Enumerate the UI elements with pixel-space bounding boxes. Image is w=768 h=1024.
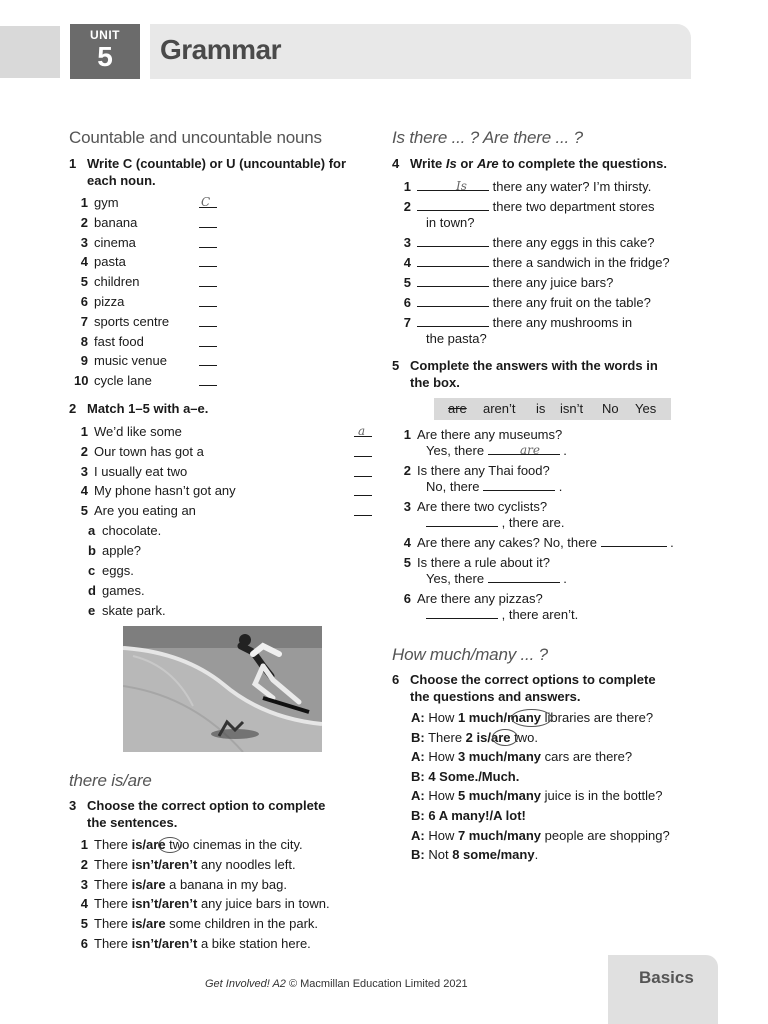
answer-blank[interactable] — [354, 445, 372, 457]
exercise-6-number: 6 — [392, 672, 400, 687]
line-text: Not — [424, 847, 453, 863]
item-number: 5 — [80, 503, 88, 519]
exercise-6-line-2: the questions and answers. — [410, 689, 581, 704]
exercise-2-item — [74, 464, 187, 480]
item-number: 1 — [80, 424, 88, 439]
word-box-item: No — [602, 401, 619, 416]
exercise-4-item — [397, 295, 651, 311]
exercise-5-answer — [426, 571, 567, 587]
skateboard-park-photo — [123, 626, 322, 752]
exercise-2-item — [74, 483, 236, 499]
answer-blank[interactable] — [483, 479, 555, 491]
option-choice[interactable]: is/are — [131, 837, 166, 852]
speaker-label: A: — [411, 788, 425, 804]
item-number: 5 — [403, 275, 411, 290]
option-choice[interactable]: is/are — [131, 876, 166, 892]
line-text: How — [424, 710, 458, 725]
item-number: 1 — [403, 179, 411, 194]
line-text: two. — [510, 729, 538, 745]
exercise-2-example-answer: a — [358, 424, 366, 438]
item-text: there two department stores — [489, 199, 655, 214]
option-text: skate park. — [102, 603, 166, 618]
option-letter: d — [88, 583, 96, 598]
item-text: There — [94, 896, 132, 912]
question-text: Is there a rule about it? — [417, 555, 550, 570]
item-number: 7 — [403, 315, 411, 330]
item-number: 2 — [403, 463, 411, 478]
exercise-2-item — [74, 424, 182, 440]
item-text: There — [94, 916, 132, 932]
exercise-5-answer — [426, 607, 578, 623]
answer-blank[interactable] — [601, 535, 667, 547]
exercise-5-answer — [426, 515, 564, 531]
item-number: 1 — [403, 427, 411, 442]
exercise-5-number: 5 — [392, 358, 400, 373]
unit-label: UNIT — [90, 28, 120, 42]
exercise-6-line — [411, 828, 670, 844]
basics-tab[interactable] — [608, 955, 718, 1024]
item-text: My phone hasn’t got any — [94, 483, 236, 499]
exercise-3-line-1: Choose the correct option to complete — [87, 798, 326, 813]
item-text: gym — [94, 195, 119, 210]
item-number: 2 — [80, 443, 88, 459]
item-text: any juice bars in town. — [197, 896, 330, 912]
exercise-5-question — [397, 499, 547, 515]
option-choice[interactable]: isn’t/aren’t — [131, 896, 198, 912]
answer-blank[interactable] — [199, 354, 217, 366]
page-edge-tab — [0, 26, 60, 78]
option-choice[interactable]: 7 much/many — [457, 827, 542, 843]
exercise-1-item — [74, 274, 140, 290]
item-text: I usually eat two — [94, 463, 188, 479]
speaker-label: B: — [411, 768, 425, 784]
item-number: 6 — [403, 295, 411, 310]
answer-blank[interactable] — [417, 295, 489, 307]
item-number: 5 — [80, 916, 88, 932]
exercise-2-title: Match 1–5 with a–e. — [87, 401, 209, 416]
answer-circle-ex6-2 — [492, 729, 518, 746]
title-bar — [150, 24, 691, 79]
item-text: sports centre — [94, 313, 170, 329]
exercise-6-line — [411, 788, 662, 804]
question-text: Are there any cakes? No, there — [417, 535, 601, 550]
item-number: 4 — [80, 254, 88, 270]
exercise-3-item — [74, 877, 287, 893]
line-text: How — [424, 827, 458, 843]
exercise-3-item — [74, 857, 296, 873]
exercise-5-question — [397, 427, 562, 443]
exercise-3-number: 3 — [69, 798, 77, 813]
answer-blank[interactable] — [199, 374, 217, 386]
exercise-1-item — [74, 353, 167, 369]
option-letter: c — [88, 563, 96, 578]
answer-blank[interactable] — [354, 504, 372, 516]
exercise-5-question — [397, 555, 550, 571]
item-number: 9 — [80, 353, 88, 369]
line-text: cars are there? — [541, 749, 633, 765]
exercise-6-line — [411, 730, 538, 746]
exercise-6-line — [411, 808, 526, 824]
exercise-1-item — [74, 235, 136, 251]
option-choice[interactable]: 3 much/many — [457, 749, 542, 765]
item-number: 4 — [403, 535, 411, 550]
item-number: 3 — [80, 463, 88, 479]
option-text: games. — [102, 583, 145, 598]
item-text: Are you eating an — [94, 503, 196, 519]
exercise-5-answer — [426, 479, 562, 495]
exercise-1-line-2: each noun. — [87, 173, 156, 188]
question-text: Are there any pizzas? — [417, 591, 543, 606]
option-letter: b — [88, 543, 96, 558]
exercise-4-item — [397, 275, 613, 291]
exercise-4-item — [397, 315, 632, 331]
item-text: there any mushrooms in — [489, 315, 633, 330]
item-text: a banana in my bag. — [165, 876, 287, 892]
line-text: How — [424, 788, 458, 804]
item-text: there any eggs in this cake? — [489, 235, 655, 250]
exercise-1-item — [74, 373, 152, 389]
answer-text: Yes, there — [426, 443, 488, 458]
exercise-1-item — [74, 254, 126, 270]
item-text: some children in the park. — [165, 916, 319, 932]
item-text: music venue — [94, 353, 167, 369]
word-box-item: is — [536, 401, 546, 416]
exercise-1-item — [74, 334, 144, 350]
item-text: the pasta? — [426, 331, 487, 346]
exercise-4-number: 4 — [392, 156, 400, 171]
question-text: Are there any museums? — [417, 427, 563, 442]
line-text: juice is in the bottle? — [541, 788, 663, 804]
answer-blank[interactable] — [199, 236, 217, 248]
item-number: 4 — [403, 255, 411, 270]
answer-blank[interactable] — [199, 315, 217, 327]
item-number: 3 — [403, 499, 411, 514]
answer-circle-ex6-1 — [511, 709, 552, 727]
exercise-4-example-answer: Is — [456, 179, 467, 193]
exercise-5-answer — [426, 443, 567, 459]
exercise-1-item — [74, 195, 119, 211]
exercise-2-option — [88, 583, 145, 599]
exercise-2-option — [88, 563, 134, 579]
item-text: there any water? I’m thirsty. — [489, 179, 652, 194]
answer-text: . — [559, 443, 567, 458]
speaker-label: A: — [411, 710, 425, 725]
option-text: apple? — [102, 543, 142, 558]
option-text: eggs. — [102, 563, 134, 578]
exercise-4-item-continued — [426, 215, 474, 231]
answer-blank[interactable] — [199, 335, 217, 347]
option-choice[interactable]: is/are — [131, 916, 166, 932]
speaker-label: A: — [411, 749, 425, 765]
question-text: Are there two cyclists? — [417, 499, 548, 514]
footer-copyright: Get Involved! A2 © Macmillan Education Limited 2021 — [205, 978, 468, 990]
line-text: people are shopping? — [541, 827, 670, 843]
option-choice[interactable]: 2 is/are — [465, 729, 511, 745]
answer-text: No, there — [426, 479, 484, 494]
answer-blank[interactable] — [417, 315, 489, 327]
item-number: 2 — [80, 214, 88, 230]
exercise-2-number: 2 — [69, 401, 77, 416]
item-number: 6 — [80, 294, 88, 309]
answer-blank[interactable] — [417, 235, 489, 247]
item-text: children — [94, 274, 140, 290]
item-text: fast food — [94, 333, 144, 349]
exercise-3-item — [74, 896, 330, 912]
exercise-3-item — [74, 916, 318, 932]
item-number: 4 — [80, 483, 88, 499]
item-text: two cinemas in the city. — [165, 837, 303, 852]
answer-blank[interactable] — [417, 255, 489, 267]
exercise-2-item — [74, 503, 196, 519]
item-number: 2 — [403, 199, 411, 214]
exercise-2-option — [88, 603, 166, 619]
line-text: How — [424, 749, 458, 765]
item-text: cycle lane — [94, 373, 152, 389]
exercise-1-item — [74, 314, 169, 330]
question-text: Is there any Thai food? — [417, 463, 550, 478]
exercise-5-question — [397, 535, 674, 551]
exercise-1-item — [74, 215, 137, 231]
item-number: 3 — [80, 876, 88, 892]
exercise-4-item-continued — [426, 331, 487, 347]
answer-text: , there are. — [498, 515, 565, 530]
exercise-5-line-2: the box. — [410, 375, 460, 390]
exercise-2-item — [74, 444, 204, 460]
exercise-1-item — [74, 294, 124, 310]
answer-text: . — [666, 535, 674, 550]
exercise-4-item — [397, 255, 670, 271]
speaker-label: B: — [411, 808, 425, 823]
item-number: 3 — [80, 234, 88, 250]
speaker-label: B: — [411, 847, 425, 863]
answer-text: . — [555, 479, 563, 494]
item-number: 1 — [80, 837, 88, 852]
option-choice[interactable]: 8 some/many — [452, 847, 535, 863]
item-number: 6 — [403, 591, 411, 606]
exercise-4-item — [397, 179, 651, 195]
section-how-much-title: How much/many ... ? — [392, 645, 548, 664]
item-text: There — [94, 837, 132, 852]
basics-tab-label: Basics — [639, 968, 694, 987]
exercise-5-question — [397, 463, 550, 479]
exercise-6-line-1: Choose the correct options to complete — [410, 672, 656, 687]
answer-text: , there aren’t. — [498, 607, 579, 622]
exercise-6-line — [411, 749, 632, 765]
item-number: 4 — [80, 896, 88, 912]
answer-blank[interactable] — [488, 571, 560, 583]
answer-blank[interactable] — [199, 255, 217, 267]
line-text: libraries are there? — [541, 710, 654, 725]
item-text: pasta — [94, 254, 126, 270]
exercise-6-line — [411, 847, 538, 863]
word-box-item: isn’t — [560, 401, 584, 416]
answer-blank[interactable] — [426, 607, 498, 619]
exercise-4-item — [397, 199, 654, 215]
unit-number: 5 — [97, 41, 113, 72]
exercise-6-line — [411, 769, 519, 785]
answer-blank[interactable] — [417, 179, 489, 191]
item-text: There — [94, 876, 132, 892]
exercise-1-example-answer: C — [201, 195, 211, 209]
item-text: there any fruit on the table? — [489, 295, 651, 310]
unit-badge — [70, 24, 140, 79]
item-number: 1 — [80, 195, 88, 210]
item-text: pizza — [94, 294, 125, 309]
item-text: Our town has got a — [94, 443, 204, 459]
option-choice[interactable]: 1 much/many — [457, 710, 542, 725]
line-text: There — [424, 729, 466, 745]
exercise-3-item — [74, 837, 303, 853]
answer-blank[interactable] — [417, 199, 489, 211]
line-text: . — [534, 847, 539, 863]
item-text: in town? — [426, 215, 475, 230]
option-choice[interactable]: isn’t/aren’t — [131, 936, 198, 951]
item-text: We’d like some — [94, 424, 182, 439]
option-choice[interactable]: 5 much/many — [457, 788, 542, 804]
word-box-item: Yes — [635, 401, 657, 416]
section-countable-title: Countable and uncountable nouns — [69, 128, 322, 147]
exercise-5-question — [397, 591, 543, 607]
answer-blank[interactable] — [199, 275, 217, 287]
answer-blank[interactable] — [426, 515, 498, 527]
option-choice[interactable]: 6 A many!/A lot! — [428, 808, 526, 823]
exercise-5-line-1: Complete the answers with the words in — [410, 358, 658, 373]
option-text: chocolate. — [102, 523, 162, 538]
exercise-1-number: 1 — [69, 156, 77, 171]
item-number: 5 — [403, 555, 411, 570]
item-number: 5 — [80, 274, 88, 290]
item-number: 2 — [80, 856, 88, 872]
answer-blank[interactable] — [354, 484, 372, 496]
item-text: there a sandwich in the fridge? — [489, 255, 670, 270]
item-number: 3 — [403, 235, 411, 250]
exercise-4-item — [397, 235, 655, 251]
exercise-4-text: Write Is or Are to complete the questions. — [410, 156, 667, 171]
item-text: cinema — [94, 234, 136, 250]
exercise-1-line-1: Write C (countable) or U (uncountable) for — [87, 156, 347, 171]
exercise-2-option — [88, 543, 141, 559]
exercise-3-item — [74, 936, 311, 952]
option-letter: a — [88, 523, 96, 538]
answer-text: . — [559, 571, 567, 586]
item-text: a bike station here. — [197, 936, 311, 951]
answer-blank[interactable] — [417, 275, 489, 287]
item-text: banana — [94, 214, 138, 230]
speaker-label: A: — [411, 827, 425, 843]
item-text: There — [94, 936, 132, 951]
item-text: there any juice bars? — [489, 275, 614, 290]
answer-blank[interactable] — [199, 216, 217, 228]
option-choice[interactable]: 4 Some./Much. — [428, 768, 520, 784]
option-choice[interactable]: isn’t/aren’t — [131, 856, 198, 872]
answer-text: Yes, there — [426, 571, 488, 586]
section-is-there-title: Is there ... ? Are there ... ? — [392, 128, 583, 147]
word-box-item: aren’t — [483, 401, 516, 416]
item-text: any noodles left. — [197, 856, 296, 872]
item-number: 6 — [80, 936, 88, 951]
exercise-2-option — [88, 523, 161, 539]
item-number: 8 — [80, 333, 88, 349]
option-letter: e — [88, 603, 96, 618]
speaker-label: B: — [411, 729, 425, 745]
page-title: Grammar — [160, 34, 282, 65]
answer-circle-ex3 — [158, 837, 182, 853]
item-number: 10 — [74, 373, 89, 389]
answer-blank[interactable] — [199, 295, 217, 307]
word-box-item: are — [448, 401, 467, 416]
word-box — [434, 398, 671, 420]
section-there-is-title: there is/are — [69, 771, 152, 790]
exercise-3-line-2: the sentences. — [87, 815, 178, 830]
item-number: 7 — [80, 313, 88, 329]
item-text: There — [94, 856, 132, 872]
answer-blank[interactable] — [354, 465, 372, 477]
exercise-5-example-answer: are — [520, 443, 540, 457]
